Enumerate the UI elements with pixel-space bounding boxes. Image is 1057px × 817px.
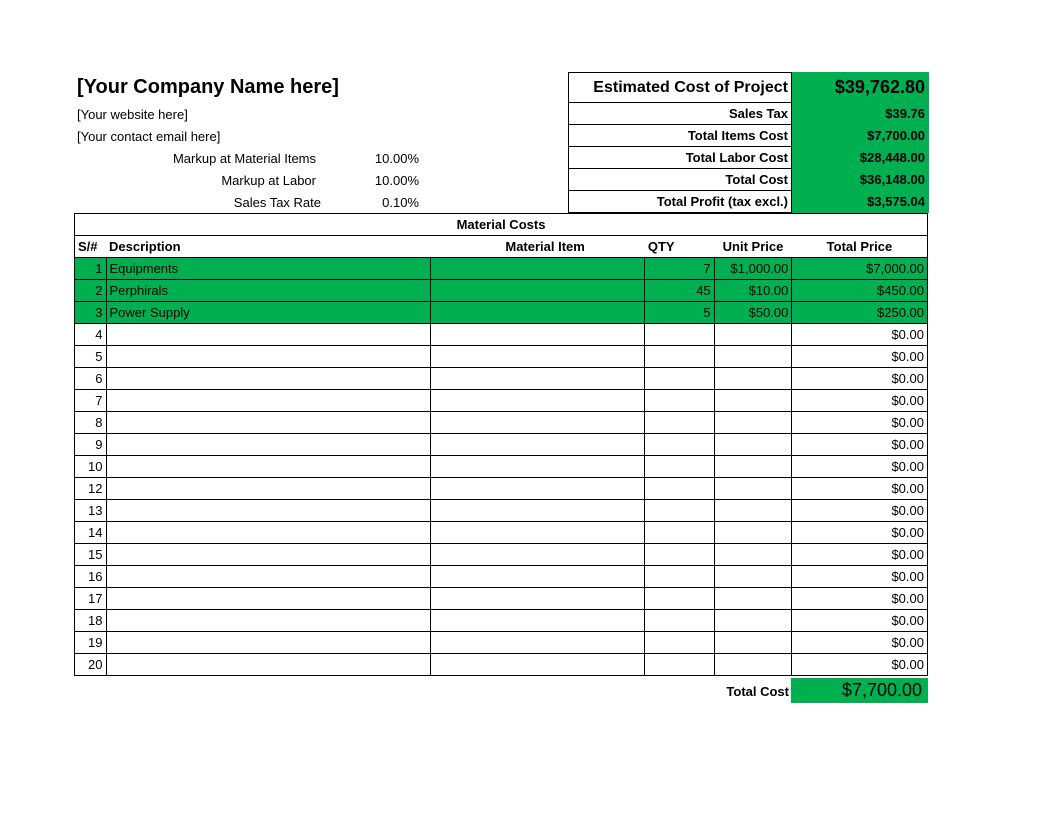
table-row	[75, 324, 928, 346]
cell-sn[interactable]: 16	[75, 566, 107, 588]
table-row	[75, 258, 928, 280]
total-cost-label: Total Cost	[569, 169, 792, 191]
cell-sn[interactable]: 17	[75, 588, 107, 610]
cell-total-price[interactable]: $0.00	[792, 544, 928, 566]
cell-total-price[interactable]: $0.00	[792, 654, 928, 676]
cell-description[interactable]	[106, 522, 431, 544]
cell-unit-price[interactable]	[714, 434, 792, 456]
cell-material-item[interactable]	[431, 588, 645, 610]
cell-unit-price[interactable]	[714, 610, 792, 632]
cell-total-price[interactable]: $0.00	[792, 588, 928, 610]
cell-unit-price[interactable]	[714, 478, 792, 500]
cell-description[interactable]	[106, 390, 431, 412]
cell-sn[interactable]: 18	[75, 610, 107, 632]
table-row	[75, 610, 928, 632]
estimated-cost-label: Estimated Cost of Project	[569, 73, 792, 103]
summary-row	[569, 169, 929, 191]
sales-tax-label: Sales Tax	[569, 103, 792, 125]
cell-description[interactable]	[106, 610, 431, 632]
cell-qty[interactable]	[645, 544, 714, 566]
cell-qty[interactable]	[645, 456, 714, 478]
cell-total-price[interactable]: $7,000.00	[792, 258, 928, 280]
cell-material-item[interactable]	[431, 610, 645, 632]
cell-total-price[interactable]: $0.00	[792, 346, 928, 368]
cell-material-item[interactable]	[431, 412, 645, 434]
cell-material-item[interactable]	[431, 456, 645, 478]
header-description: Description	[106, 236, 431, 258]
cell-unit-price[interactable]	[714, 324, 792, 346]
cell-qty[interactable]	[645, 434, 714, 456]
table-row	[75, 566, 928, 588]
cell-description[interactable]: Power Supply	[106, 302, 431, 324]
cell-total-price[interactable]: $0.00	[792, 412, 928, 434]
cell-total-price[interactable]: $0.00	[792, 566, 928, 588]
cell-material-item[interactable]	[431, 566, 645, 588]
cell-description[interactable]	[106, 544, 431, 566]
cell-total-price[interactable]: $0.00	[792, 434, 928, 456]
cell-description[interactable]: Perphirals	[106, 280, 431, 302]
cell-qty[interactable]	[645, 412, 714, 434]
markup-labor-value[interactable]: 10.00%	[374, 173, 419, 188]
sales-tax-rate-label: Sales Tax Rate	[233, 195, 321, 210]
cell-description[interactable]	[106, 324, 431, 346]
company-email: [Your contact email here]	[77, 129, 221, 144]
cell-material-item[interactable]	[431, 258, 645, 280]
cell-description[interactable]	[106, 456, 431, 478]
cell-unit-price[interactable]	[714, 632, 792, 654]
cell-sn[interactable]: 13	[75, 500, 107, 522]
table-row	[75, 434, 928, 456]
cell-qty[interactable]: 7	[645, 258, 714, 280]
sales-tax-value[interactable]: $39.76	[792, 103, 929, 125]
cell-qty[interactable]	[645, 654, 714, 676]
summary-row	[569, 103, 929, 125]
cell-unit-price[interactable]	[714, 346, 792, 368]
table-row	[75, 500, 928, 522]
material-total-cost-label: Total Cost	[726, 684, 789, 699]
estimated-cost-row	[569, 73, 929, 103]
cell-description[interactable]	[106, 654, 431, 676]
cell-unit-price[interactable]	[714, 588, 792, 610]
cell-total-price[interactable]: $0.00	[792, 610, 928, 632]
cell-sn[interactable]: 3	[75, 302, 107, 324]
cell-total-price[interactable]: $0.00	[792, 522, 928, 544]
summary-row	[569, 125, 929, 147]
cell-qty[interactable]	[645, 368, 714, 390]
cell-description[interactable]	[106, 566, 431, 588]
cell-description[interactable]	[106, 368, 431, 390]
cell-material-item[interactable]	[431, 280, 645, 302]
cell-material-item[interactable]	[431, 522, 645, 544]
cell-sn[interactable]: 1	[75, 258, 107, 280]
cell-total-price[interactable]: $0.00	[792, 456, 928, 478]
cell-sn[interactable]: 20	[75, 654, 107, 676]
header-sn: S/#	[75, 236, 107, 258]
cell-sn[interactable]: 14	[75, 522, 107, 544]
cell-unit-price[interactable]	[714, 412, 792, 434]
cell-total-price[interactable]: $0.00	[792, 368, 928, 390]
cell-sn[interactable]: 15	[75, 544, 107, 566]
cell-unit-price[interactable]	[714, 390, 792, 412]
cell-qty[interactable]	[645, 632, 714, 654]
total-profit-label: Total Profit (tax excl.)	[569, 191, 792, 213]
cell-description[interactable]	[106, 500, 431, 522]
cell-description[interactable]	[106, 434, 431, 456]
cell-qty[interactable]	[645, 390, 714, 412]
table-row	[75, 456, 928, 478]
cell-unit-price[interactable]	[714, 368, 792, 390]
cell-total-price[interactable]: $450.00	[792, 280, 928, 302]
material-rows	[75, 258, 928, 676]
cell-unit-price[interactable]	[714, 566, 792, 588]
cell-sn[interactable]: 6	[75, 368, 107, 390]
cell-material-item[interactable]	[431, 500, 645, 522]
cell-unit-price[interactable]	[714, 456, 792, 478]
material-costs-title: Material Costs	[75, 214, 928, 236]
cell-sn[interactable]: 4	[75, 324, 107, 346]
table-row	[75, 346, 928, 368]
table-row	[75, 368, 928, 390]
cell-material-item[interactable]	[431, 368, 645, 390]
table-row	[75, 478, 928, 500]
cell-material-item[interactable]	[431, 632, 645, 654]
header-unit-price: Unit Price	[714, 236, 792, 258]
cell-sn[interactable]: 19	[75, 632, 107, 654]
table-row	[75, 280, 928, 302]
total-items-cost-label: Total Items Cost	[569, 125, 792, 147]
cell-total-price[interactable]: $0.00	[792, 632, 928, 654]
cell-material-item[interactable]	[431, 324, 645, 346]
header-total-price: Total Price	[792, 236, 928, 258]
cell-unit-price[interactable]	[714, 544, 792, 566]
cell-qty[interactable]	[645, 478, 714, 500]
summary-row	[569, 147, 929, 169]
cell-description[interactable]	[106, 632, 431, 654]
cell-material-item[interactable]	[431, 544, 645, 566]
cell-sn[interactable]: 10	[75, 456, 107, 478]
cell-qty[interactable]	[645, 588, 714, 610]
cell-material-item[interactable]	[431, 346, 645, 368]
table-row	[75, 654, 928, 676]
markup-material-value[interactable]: 10.00%	[374, 151, 419, 166]
total-cost-value[interactable]: $36,148.00	[792, 169, 929, 191]
header-qty: QTY	[645, 236, 714, 258]
table-row	[75, 632, 928, 654]
company-website: [Your website here]	[77, 107, 188, 122]
cell-description[interactable]: Equipments	[106, 258, 431, 280]
markup-labor-label: Markup at Labor	[221, 173, 316, 188]
cell-qty[interactable]	[645, 500, 714, 522]
header-material-item: Material Item	[431, 236, 645, 258]
cell-unit-price[interactable]: $50.00	[714, 302, 792, 324]
cell-qty[interactable]	[645, 610, 714, 632]
company-name: [Your Company Name here]	[77, 76, 339, 98]
total-items-cost-value[interactable]: $7,700.00	[792, 125, 929, 147]
table-row	[75, 412, 928, 434]
cell-unit-price[interactable]: $10.00	[714, 280, 792, 302]
cell-sn[interactable]: 8	[75, 412, 107, 434]
cell-qty[interactable]	[645, 566, 714, 588]
cell-total-price[interactable]: $0.00	[792, 324, 928, 346]
table-row	[75, 544, 928, 566]
material-costs-table	[74, 213, 928, 676]
cell-qty[interactable]: 5	[645, 302, 714, 324]
cell-total-price[interactable]: $250.00	[792, 302, 928, 324]
cell-qty[interactable]: 45	[645, 280, 714, 302]
cost-summary-table	[568, 72, 929, 213]
cell-material-item[interactable]	[431, 302, 645, 324]
cell-sn[interactable]: 2	[75, 280, 107, 302]
cell-total-price[interactable]: $0.00	[792, 390, 928, 412]
cell-description[interactable]	[106, 412, 431, 434]
cell-unit-price[interactable]	[714, 522, 792, 544]
table-row	[75, 588, 928, 610]
estimated-cost-value[interactable]: $39,762.80	[792, 73, 929, 103]
sales-tax-rate-value[interactable]: 0.10%	[382, 195, 419, 210]
cell-description[interactable]	[106, 346, 431, 368]
table-row	[75, 522, 928, 544]
cell-unit-price[interactable]	[714, 654, 792, 676]
total-profit-value[interactable]: $3,575.04	[792, 191, 929, 213]
cell-sn[interactable]: 12	[75, 478, 107, 500]
cell-qty[interactable]	[645, 346, 714, 368]
cell-description[interactable]	[106, 478, 431, 500]
cell-sn[interactable]: 9	[75, 434, 107, 456]
cell-total-price[interactable]: $0.00	[792, 478, 928, 500]
cell-material-item[interactable]	[431, 434, 645, 456]
cell-description[interactable]	[106, 588, 431, 610]
cell-material-item[interactable]	[431, 654, 645, 676]
cell-total-price[interactable]: $0.00	[792, 500, 928, 522]
cell-qty[interactable]	[645, 522, 714, 544]
cell-unit-price[interactable]: $1,000.00	[714, 258, 792, 280]
material-costs-title-row	[75, 214, 928, 236]
markup-material-label: Markup at Material Items	[172, 151, 316, 166]
table-row	[75, 390, 928, 412]
cell-sn[interactable]: 7	[75, 390, 107, 412]
total-labor-cost-value[interactable]: $28,448.00	[792, 147, 929, 169]
cell-sn[interactable]: 5	[75, 346, 107, 368]
cell-qty[interactable]	[645, 324, 714, 346]
material-total-cost-value[interactable]: $7,700.00	[791, 678, 928, 703]
table-row	[75, 302, 928, 324]
material-header-row	[75, 236, 928, 258]
cell-material-item[interactable]	[431, 478, 645, 500]
cell-material-item[interactable]	[431, 390, 645, 412]
cell-unit-price[interactable]	[714, 500, 792, 522]
total-labor-cost-label: Total Labor Cost	[569, 147, 792, 169]
summary-row	[569, 191, 929, 213]
